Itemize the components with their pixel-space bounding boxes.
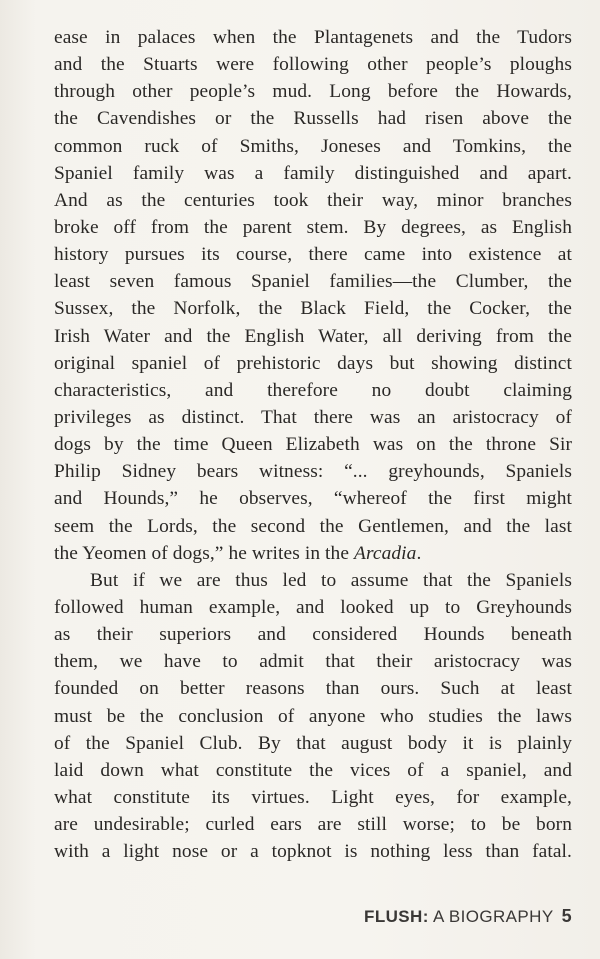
text-line: Spaniel family was a family distinguished and apart.: [54, 162, 572, 184]
text-line: must be the conclusion of anyone who studies the laws: [54, 705, 572, 727]
text-line: Irish Water and the English Water, all deriving from the: [54, 325, 572, 347]
text-line: what constitute its virtues. Light eyes, for example,: [54, 786, 572, 808]
text-line: ease in palaces when the Plantagenets and the Tudors: [54, 27, 572, 48]
paragraph-1: [54, 24, 572, 567]
paragraph-2: [54, 567, 572, 866]
text-line: Sussex, the Norfolk, the Black Field, the Cocker, the: [54, 298, 572, 320]
text-line: And as the centuries took their way, minor branches: [54, 189, 572, 211]
text-line: seem the Lords, the second the Gentlemen, and the last: [54, 515, 572, 537]
text-line: them, we have to admit that their aristocracy was: [54, 651, 572, 673]
text-line: founded on better reasons than ours. Such at least: [54, 678, 572, 700]
footer-book-title: FLUSH:: [364, 907, 429, 926]
text-line-first: But if we are thus led to assume that the Spaniels: [90, 569, 572, 591]
book-title-italic: Arcadia: [354, 542, 417, 564]
text-line: broke off from the parent stem. By degrees, as English: [54, 216, 572, 238]
text-line: the Cavendishes or the Russells had risen above the: [54, 108, 572, 130]
text-line: as their superiors and considered Hounds beneath: [54, 624, 572, 646]
text-line: are undesirable; curled ears are still worse; to be born: [54, 814, 572, 836]
text-line: and the Stuarts were following other people’s ploughs: [54, 54, 572, 76]
text-line: followed human example, and looked up to Greyhounds: [54, 596, 572, 618]
text-line: least seven famous Spaniel families—the Clumber, the: [54, 271, 572, 293]
text-line: dogs by the time Queen Elizabeth was on the throne Sir: [54, 434, 572, 456]
text-line: privileges as distinct. That there was an aristocracy of: [54, 406, 572, 428]
text-line: and Hounds,” he observes, “whereof the first might: [54, 488, 572, 510]
text-line: original spaniel of prehistoric days but showing distinct: [54, 352, 572, 374]
text-line-last: [54, 540, 572, 567]
text-line: of the Spaniel Club. By that august body it is plainly: [54, 732, 572, 754]
text-segment: .: [416, 542, 422, 564]
text-line: with a light nose or a topknot is nothing less than fatal.: [54, 841, 572, 863]
body-text: [54, 24, 572, 865]
text-line: Philip Sidney bears witness: “... greyhounds, Spaniels: [54, 461, 572, 483]
page-number: 5: [561, 906, 572, 926]
text-line: laid down what constitute the vices of a spaniel, and: [54, 759, 572, 781]
text-segment: the Yeomen of dogs,” he writes in the: [54, 542, 354, 564]
text-line: characteristics, and therefore no doubt claiming: [54, 379, 572, 401]
footer-subtitle: A BIOGRAPHY: [428, 907, 554, 926]
text-line: history pursues its course, there came into existence at: [54, 244, 572, 266]
text-line: through other people’s mud. Long before the Howards,: [54, 81, 572, 103]
running-footer: [364, 906, 572, 927]
text-line: common ruck of Smiths, Joneses and Tomkins, the: [54, 135, 572, 157]
